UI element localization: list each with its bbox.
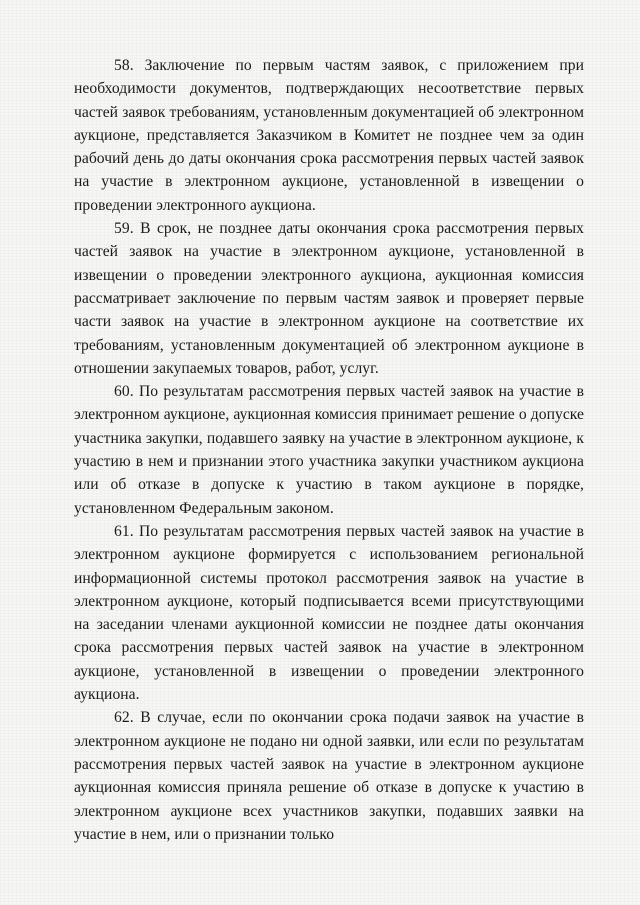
paragraph-62: 62. В случае, если по окончании срока подачи заявок на участие в электронном аукционе не подано ни одной заявки, или если по результатам рассмотрения первых частей заявок на участие в электронном аукционе аукционная комиссия приняла решение об отказе в допуске к участию в электронном аукционе всех участников закупки, подавших заявки на участие в нем, или о признании только: [74, 709, 584, 843]
paragraph-59: 59. В срок, не позднее даты окончания срока рассмотрения первых частей заявок на участие в электронном аукционе, установленной в извещении о проведении электронного аукциона, аукционная комиссия рассматривает заключение по первым частям заявок и проверяет первые части заявок на участие в электронном аукционе на соответствие их требованиям, установленным документацией об электронном аукционе в отношении закупаемых товаров, работ, услуг.: [74, 220, 584, 377]
paragraph-61: 61. По результатам рассмотрения первых частей заявок на участие в электронном аукционе формируется с использованием региональной информационной системы протокол рассмотрения заявок на участие в электронном аукционе, который подписывается всеми присутствующими на заседании членами аукционной комиссии не позднее даты окончания срока рассмотрения первых частей заявок на участие в электронном аукционе, установленной в извещении о проведении электронного аукциона.: [74, 522, 584, 704]
paragraph-60: 60. По результатам рассмотрения первых частей заявок на участие в электронном аукционе, аукционная комиссия принимает решение о допуске участника закупки, подавшего заявку на участие в электронном аукционе, к участию в нем и признании этого участника закупки участником аукциона или об отказе в допуске к участию в таком аукционе в порядке, установленном Федеральным законом.: [74, 383, 584, 517]
paragraph-58: 58. Заключение по первым частям заявок, с приложением при необходимости документов, подтверждающих несоответствие первых частей заявок требованиям, установленным документацией об электронном аукционе, представляется Заказчиком в Комитет не позднее чем за один рабочий день до даты окончания срока рассмотрения первых частей заявок на участие в электронном аукционе, установленной в извещении о проведении электронного аукциона.: [74, 57, 584, 214]
